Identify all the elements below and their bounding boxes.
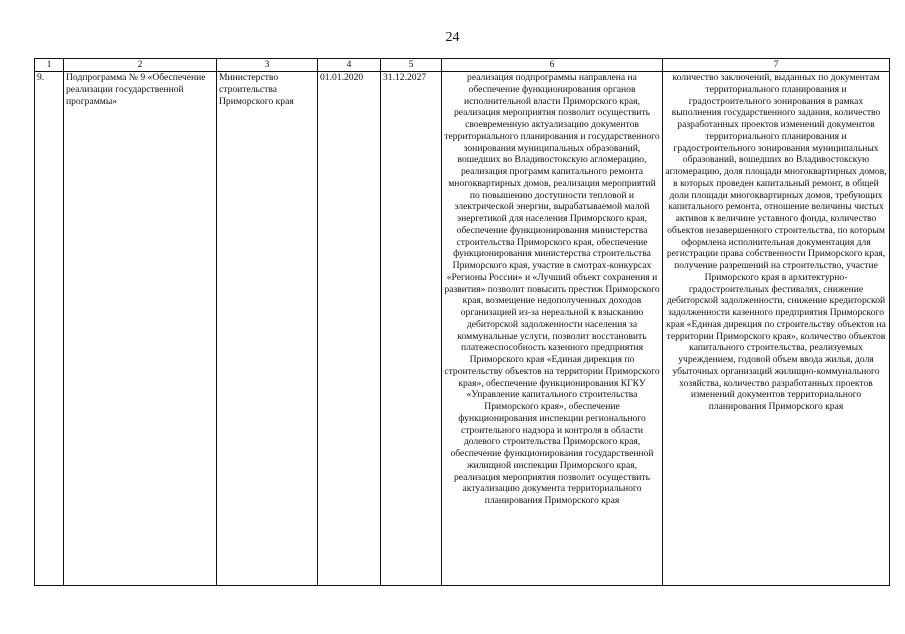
- column-header-5: 5: [381, 59, 442, 72]
- row-number: 9.: [35, 72, 64, 586]
- end-date: 31.12.2027: [381, 72, 442, 586]
- start-date: 01.01.2020: [318, 72, 381, 586]
- target-indicators: количество заключений, выданных по документам территориального планирования и градостроительного зонирования в рамках выполнения государственного задания, количество разработанных проектов изменений документов территориального планирования и градостроительного зонирования муниципальных образований, вошедших во Владивостокскую агломерацию, доля площади многоквартирных домов, в которых проведен капитальный ремонт, в общей доли площади многоквартирных домов, требующих капитального ремонта, отношение величины чистых активов к величине уставного фонда, количество объектов незавершенного строительства, по которым оформлена исполнительная документация для регистрации права собственности Приморского края, получение разрешений на строительство, участие Приморского края в архитектурно-градостроительных фестивалях, снижение дебиторской задолженности, снижение кредиторской задолженности казенного предприятия Приморского края «Единая дирекция по строительству объектов на территории Приморского края», количество объектов капитального строительства, реализуемых учреждением, годовой объем ввода жилья, доля убыточных организаций жилищно-коммунального хозяйства, количество разработанных проектов изменений документов территориального планирования Приморского края: [663, 72, 890, 586]
- column-header-1: 1: [35, 59, 64, 72]
- program-name: Подпрограмма № 9 «Обеспечение реализации государственной программы»: [64, 72, 217, 586]
- column-header-4: 4: [318, 59, 381, 72]
- column-header-2: 2: [64, 59, 217, 72]
- column-header-6: 6: [442, 59, 663, 72]
- page-number: 24: [445, 30, 460, 45]
- expected-results: реализация подпрограммы направлена на обеспечение функционирования органов исполнительной власти Приморского края, реализация мероприятия позволит осуществить своевременную актуализацию документов территориального планирования и государственного зонирования муниципальных образований, вошедших во Владивостокскую агломерацию, реализация программ капитального ремонта многоквартирных домов, реализация мероприятий по повышению доступности тепловой и электрической энергии, вырабатываемой малой энергетикой для населения Приморского края, обеспечение функционирования министерства строительства Приморского края, обеспечение функционирования министерства строительства Приморского края, участие в смотрах-конкурсах «Регионы России» и «Лучший объект сохранения и развития» позволит повысить престиж Приморского края, возмещение недополученных доходов организацией из-за нереальной к взысканию дебиторской задолженности населения за коммунальные услуги, позволит восстановить платежеспособность казенного предприятия Приморского края «Единая дирекция по строительству объектов на территории Приморского края», обеспечение функционирования КГКУ «Управление капитального строительства Приморского края», обеспечение функционирования инспекции регионального строительного надзора и контроля в области долевого строительства Приморского края, обеспечение функционирования государственной жилищной инспекции Приморского края, реализация мероприятия позволит осуществить актуализацию документа территориального планирования Приморского края: [442, 72, 663, 586]
- program-table: [34, 58, 890, 586]
- column-header-7: 7: [663, 59, 890, 72]
- responsible-executor: Министерство строительства Приморского края: [217, 72, 318, 586]
- table-row: [35, 72, 890, 586]
- column-header-3: 3: [217, 59, 318, 72]
- table-header-row: [35, 59, 890, 72]
